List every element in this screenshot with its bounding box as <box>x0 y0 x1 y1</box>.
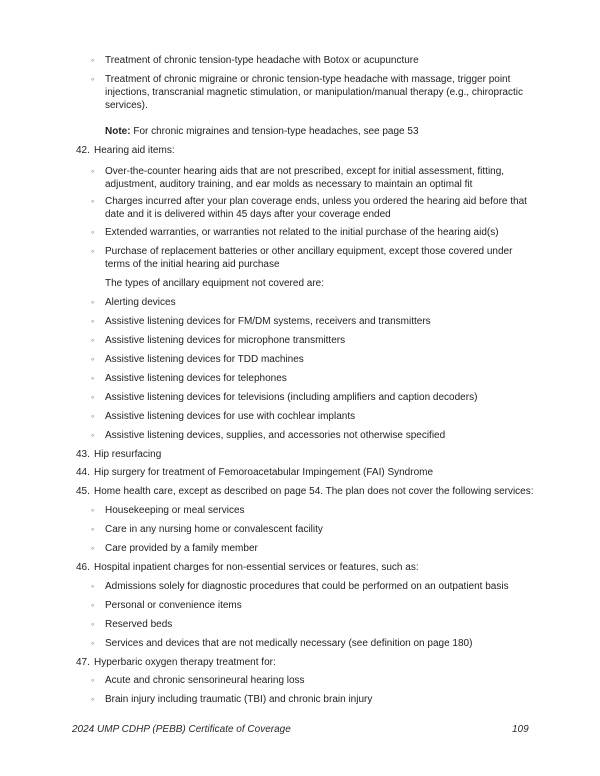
list-item: Extended warranties, or warranties not related to the initial purchase of the hearing aid(s) <box>105 227 499 238</box>
list-item: Assistive listening devices for telephones <box>105 373 287 384</box>
bullet-icon: ◦ <box>91 505 95 515</box>
list-item: services). <box>105 100 148 111</box>
bullet-icon: ◦ <box>91 166 95 176</box>
bullet-icon: ◦ <box>91 335 95 345</box>
item-number: 45. <box>76 486 90 497</box>
list-item: Acute and chronic sensorineural hearing loss <box>105 675 305 686</box>
list-item: Hip resurfacing <box>94 449 162 460</box>
footer-title: 2024 UMP CDHP (PEBB) Certificate of Coverage <box>72 724 291 735</box>
bullet-icon: ◦ <box>91 246 95 256</box>
list-item: Assistive listening devices, supplies, and accessories not otherwise specified <box>105 430 446 441</box>
list-item: Personal or convenience items <box>105 600 242 611</box>
list-item: date and it is delivered within 45 days after your coverage ended <box>105 209 391 220</box>
bullet-icon: ◦ <box>91 524 95 534</box>
list-item: Treatment of chronic tension-type headache with Botox or acupuncture <box>105 55 419 66</box>
list-item: Admissions solely for diagnostic procedures that could be performed on an outpatient basis <box>105 581 509 592</box>
list-item: Assistive listening devices for microphone transmitters <box>105 335 346 346</box>
item-number: 47. <box>76 657 90 668</box>
item-number: 43. <box>76 449 90 460</box>
bullet-icon: ◦ <box>91 55 95 65</box>
list-item: Hearing aid items: <box>94 145 175 156</box>
bullet-icon: ◦ <box>91 411 95 421</box>
list-item: terms of the initial hearing aid purchase <box>105 259 280 270</box>
paragraph: The types of ancillary equipment not covered are: <box>105 278 325 289</box>
bullet-icon: ◦ <box>91 430 95 440</box>
bullet-icon: ◦ <box>91 196 95 206</box>
list-item: Hyperbaric oxygen therapy treatment for: <box>94 657 276 668</box>
list-item: Reserved beds <box>105 619 173 630</box>
list-item: Treatment of chronic migraine or chronic tension-type headache with massage, trigger point <box>105 74 511 85</box>
list-item: Over-the-counter hearing aids that are not prescribed, except for initial assessment, fitting, <box>105 166 505 177</box>
list-item: Brain injury including traumatic (TBI) and chronic brain injury <box>105 694 373 705</box>
list-item: Charges incurred after your plan coverage ends, unless you ordered the hearing aid before that <box>105 196 527 207</box>
list-item: injections, transcranial magnetic stimulation, or manipulation/manual therapy (e.g., chiropractic <box>105 87 523 98</box>
bullet-icon: ◦ <box>91 675 95 685</box>
bullet-icon: ◦ <box>91 74 95 84</box>
item-number: 46. <box>76 562 90 573</box>
bullet-icon: ◦ <box>91 600 95 610</box>
bullet-icon: ◦ <box>91 543 95 553</box>
bullet-icon: ◦ <box>91 694 95 704</box>
bullet-icon: ◦ <box>91 373 95 383</box>
list-item: Assistive listening devices for TDD machines <box>105 354 304 365</box>
note-label: Note: <box>105 126 131 137</box>
bullet-icon: ◦ <box>91 354 95 364</box>
item-number: 42. <box>76 145 90 156</box>
list-item: Assistive listening devices for televisions (including amplifiers and caption decoders) <box>105 392 478 403</box>
bullet-icon: ◦ <box>91 227 95 237</box>
list-item: Home health care, except as described on page 54. The plan does not cover the following services: <box>94 486 534 497</box>
bullet-icon: ◦ <box>91 316 95 326</box>
bullet-icon: ◦ <box>91 619 95 629</box>
list-item: Care provided by a family member <box>105 543 258 554</box>
list-item: Care in any nursing home or convalescent facility <box>105 524 323 535</box>
page-number: 109 <box>512 724 529 735</box>
list-item: Hospital inpatient charges for non-essential services or features, such as: <box>94 562 419 573</box>
list-item: Assistive listening devices for FM/DM systems, receivers and transmitters <box>105 316 431 327</box>
bullet-icon: ◦ <box>91 297 95 307</box>
list-item: adjustment, auditory training, and ear molds as necessary to maintain an optimal fit <box>105 179 473 190</box>
bullet-icon: ◦ <box>91 581 95 591</box>
note-text: For chronic migraines and tension-type headaches, see page 53 <box>130 126 419 137</box>
note <box>105 125 419 138</box>
list-item: Hip surgery for treatment of Femoroacetabular Impingement (FAI) Syndrome <box>94 467 434 478</box>
bullet-icon: ◦ <box>91 638 95 648</box>
list-item: Purchase of replacement batteries or other ancillary equipment, except those covered under <box>105 246 513 257</box>
bullet-icon: ◦ <box>91 392 95 402</box>
list-item: Housekeeping or meal services <box>105 505 245 516</box>
list-item: Services and devices that are not medically necessary (see definition on page 180) <box>105 638 473 649</box>
list-item: Assistive listening devices for use with cochlear implants <box>105 411 356 422</box>
list-item: Alerting devices <box>105 297 176 308</box>
item-number: 44. <box>76 467 90 478</box>
